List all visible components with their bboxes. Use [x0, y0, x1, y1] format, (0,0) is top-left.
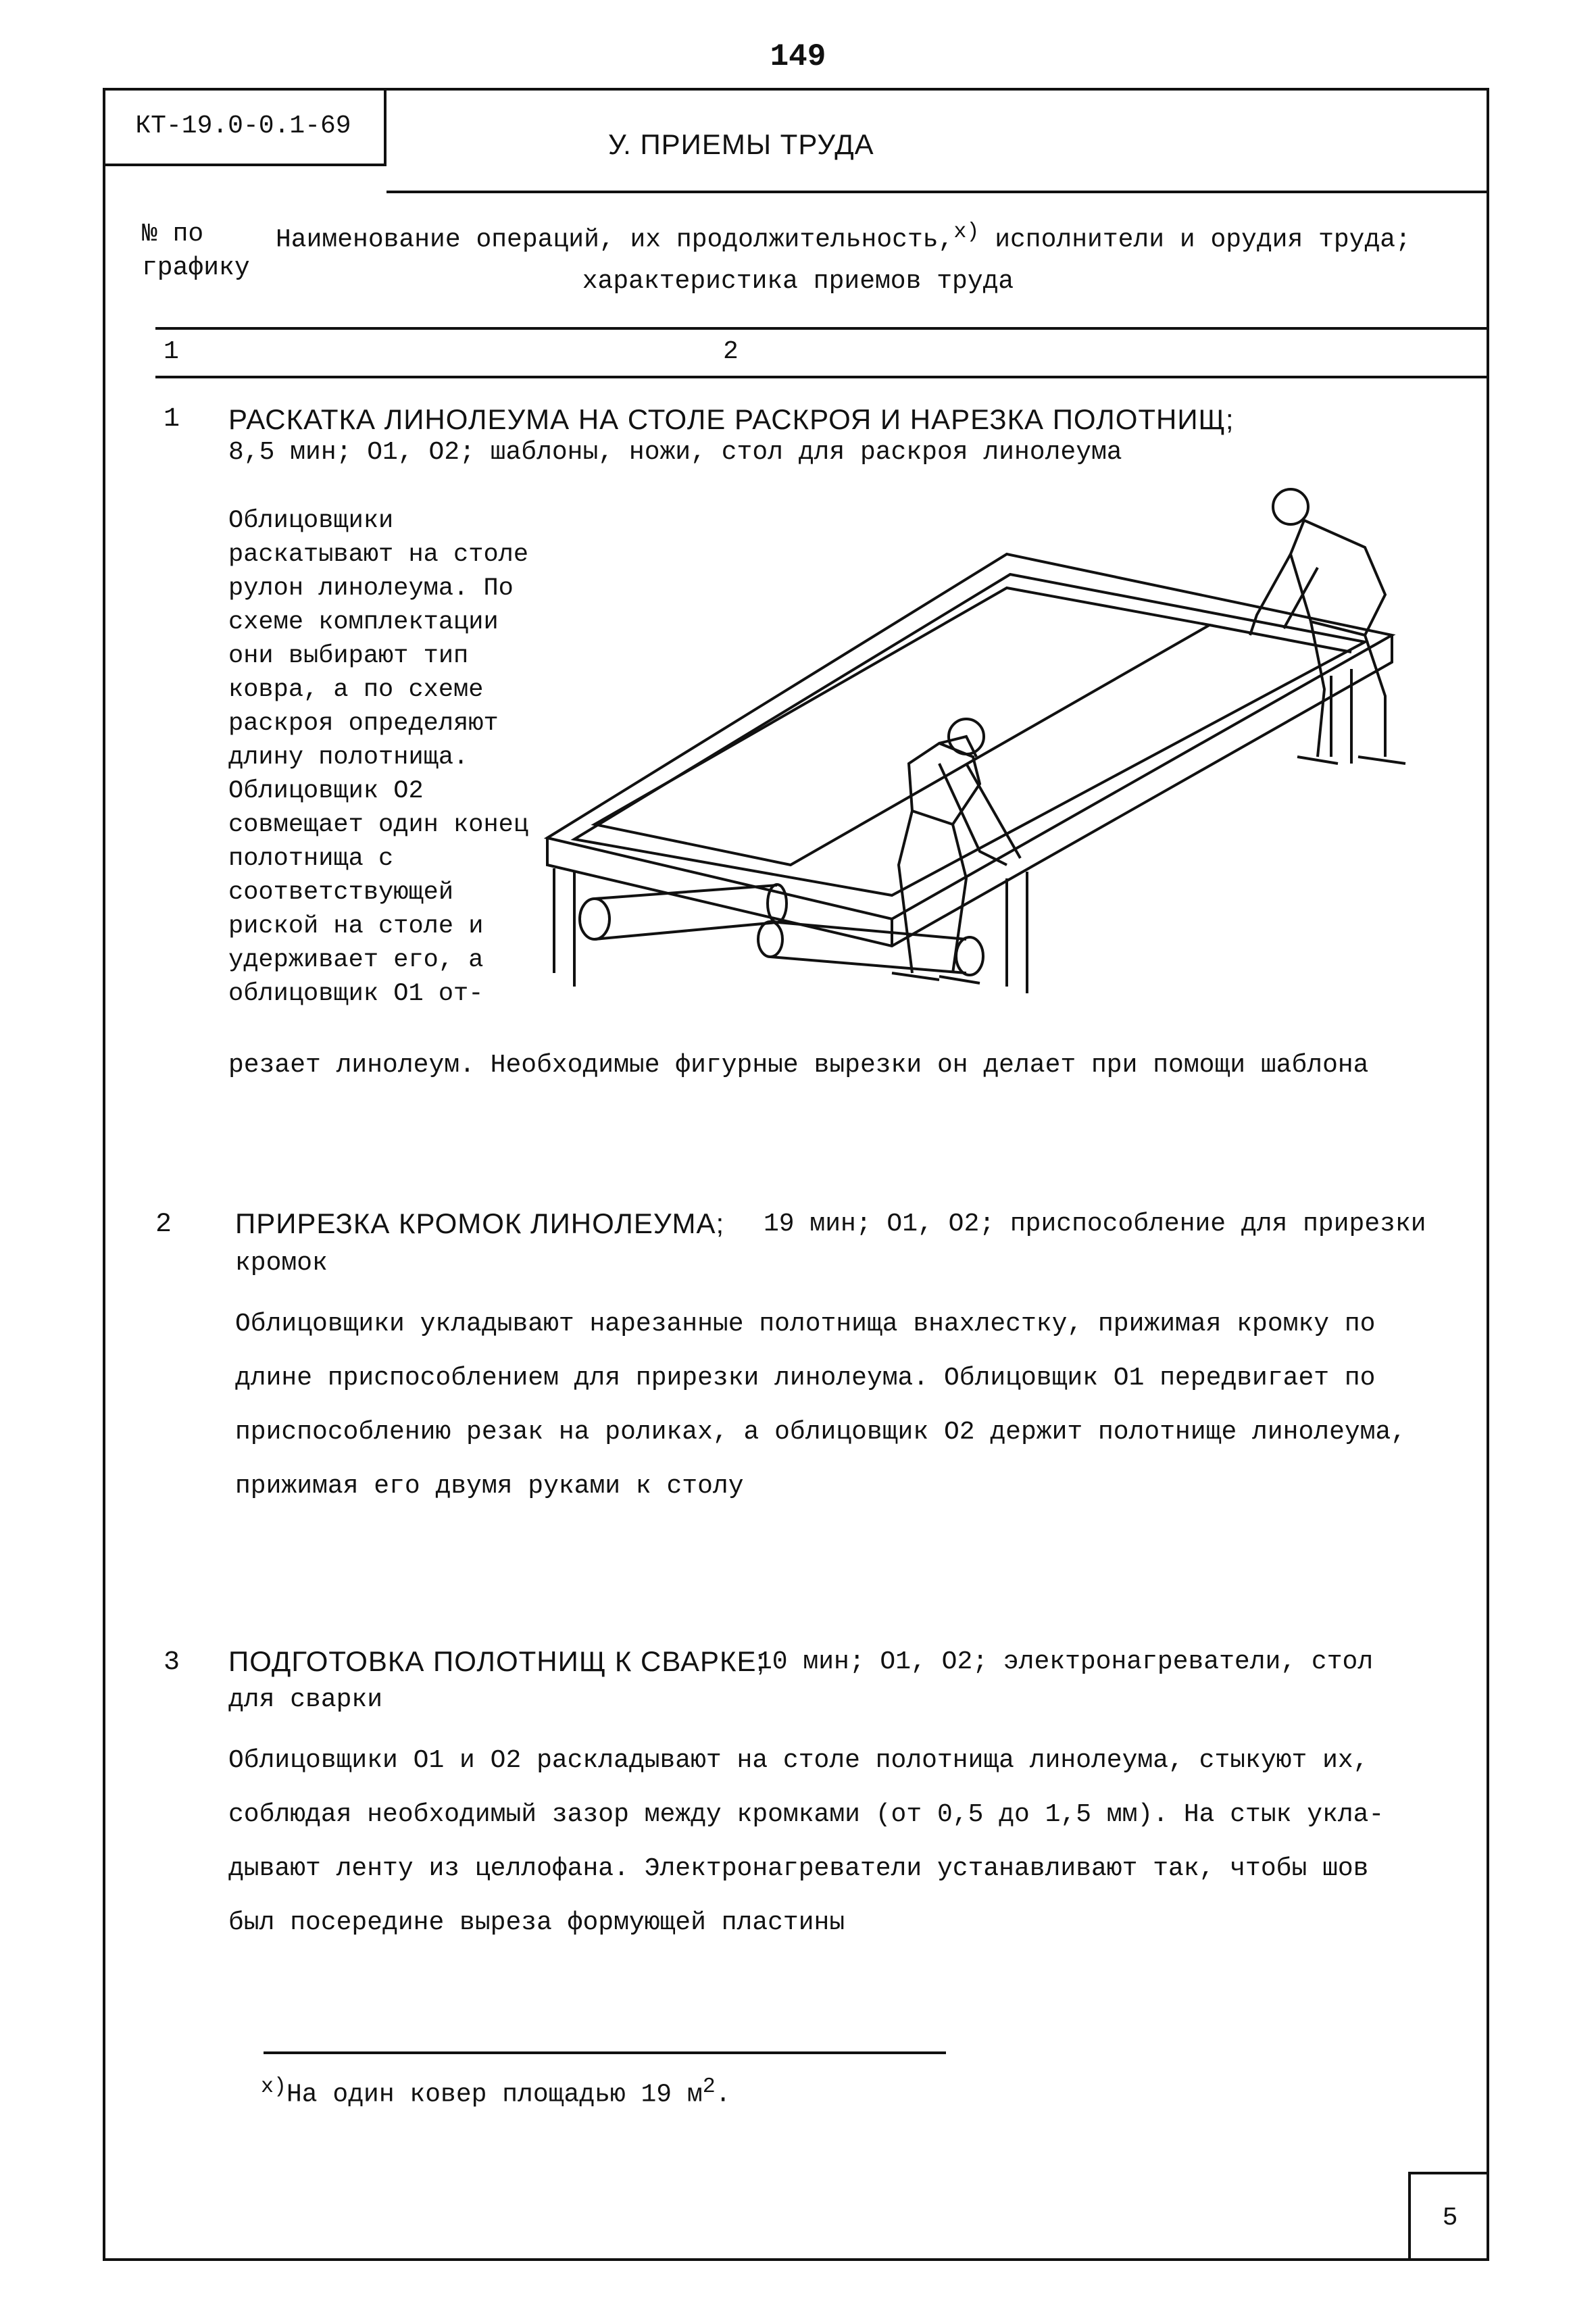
sheet-number: 5 [1408, 2172, 1489, 2261]
operation-2-line-4: прижимая его двумя руками к столу [235, 1472, 744, 1501]
operation-3-line-3: дывают ленту из целлофана. Электронагреватели устанавливают так, чтобы шов [228, 1854, 1369, 1883]
operation-3-text [228, 1734, 1384, 1950]
operation-1-number: 1 [164, 404, 180, 434]
footnote-mark-ref: x) [261, 2074, 286, 2099]
operation-1-meta: 8,5 мин; О1, О2; шаблоны, ножи, стол для раскроя линолеума [228, 438, 1122, 467]
header-rule-bottom [155, 376, 1489, 378]
header-rule-mid [155, 327, 1489, 330]
footnote-end: . [715, 2080, 731, 2110]
col1-number: 1 [164, 337, 179, 366]
footnote-sup: 2 [702, 2074, 716, 2099]
section-title: У. ПРИЕМЫ ТРУДА [608, 128, 874, 160]
operation-3-line-4: был посередине выреза формующей пластины [228, 1908, 845, 1937]
header-rule-top [386, 191, 1489, 193]
document-code: КТ-19.0-0.1-69 [103, 88, 386, 166]
footnote-mark: x) [953, 220, 980, 244]
col2-header-line1 [276, 215, 1411, 257]
operation-2-meta: 19 мин; О1, О2; приспособление для прирезки [764, 1210, 1426, 1239]
operation-3-meta2: для сварки [228, 1685, 383, 1714]
col1-header: № по графику [142, 220, 250, 282]
operation-3-number: 3 [164, 1647, 180, 1678]
operation-1-side-text: Облицовщики раскатывают на столе рулон линолеума. По схеме комплектации они выбирают тип ковра, а по схеме раскроя определяют длину полотнища. Облицовщик О2 совмещает один конец полотнища с соответствующей риской на столе и удерживает его, а облицовщик О1 от- [228, 507, 529, 1008]
col2-header-line2: характеристика приемов труда [582, 267, 1014, 296]
worker-right-figure [1250, 489, 1405, 764]
footnote-text: На один ковер площадью 19 м [286, 2080, 703, 2110]
operation-1-title: РАСКАТКА ЛИНОЛЕУМА НА СТОЛЕ РАСКРОЯ И НАРЕЗКА ПОЛОТНИЩ; [228, 403, 1235, 435]
footnote-rule [264, 2051, 946, 2054]
operation-2-text [235, 1297, 1406, 1514]
footnote [261, 2074, 731, 2110]
operation-1-continuation: резает линолеум. Необходимые фигурные вырезки он делает при помощи шаблона [228, 1051, 1369, 1080]
worker-left-figure [892, 719, 1020, 983]
operation-2-line-2: длине приспособлением для прирезки линолеума. Облицовщик О1 передвигает по [235, 1364, 1376, 1393]
operation-2-line-1: Облицовщики укладывают нарезанные полотнища внахлестку, прижимая кромку по [235, 1310, 1376, 1339]
operation-3-line-1: Облицовщики О1 и О2 раскладывают на столе полотнища линолеума, стыкуют их, [228, 1746, 1369, 1775]
page-number: 149 [770, 39, 826, 74]
operation-2-meta2: кромок [235, 1249, 328, 1278]
col2-header-b: исполнители и орудия труда; [995, 225, 1411, 255]
operation-2-line-3: приспособлению резак на роликах, а облицовщик О2 держит полотнище линолеума, [235, 1418, 1407, 1447]
col2-number: 2 [723, 337, 739, 366]
operation-2-title: ПРИРЕЗКА КРОМОК ЛИНОЛЕУМА; [235, 1208, 725, 1239]
operation-2-number: 2 [155, 1210, 172, 1240]
operation-3-line-2: соблюдая необходимый зазор между кромками (от 0,5 до 1,5 мм). На стык укла- [228, 1800, 1385, 1829]
operation-3-title: ПОДГОТОВКА ПОЛОТНИЩ К СВАРКЕ; [228, 1645, 766, 1677]
linoleum-cutting-illustration [534, 473, 1453, 1014]
operation-3-meta: 10 мин; О1, О2; электронагреватели, стол [757, 1647, 1374, 1676]
col2-header-a: Наименование операций, их продолжительность, [276, 225, 954, 255]
cutting-table [547, 554, 1392, 993]
